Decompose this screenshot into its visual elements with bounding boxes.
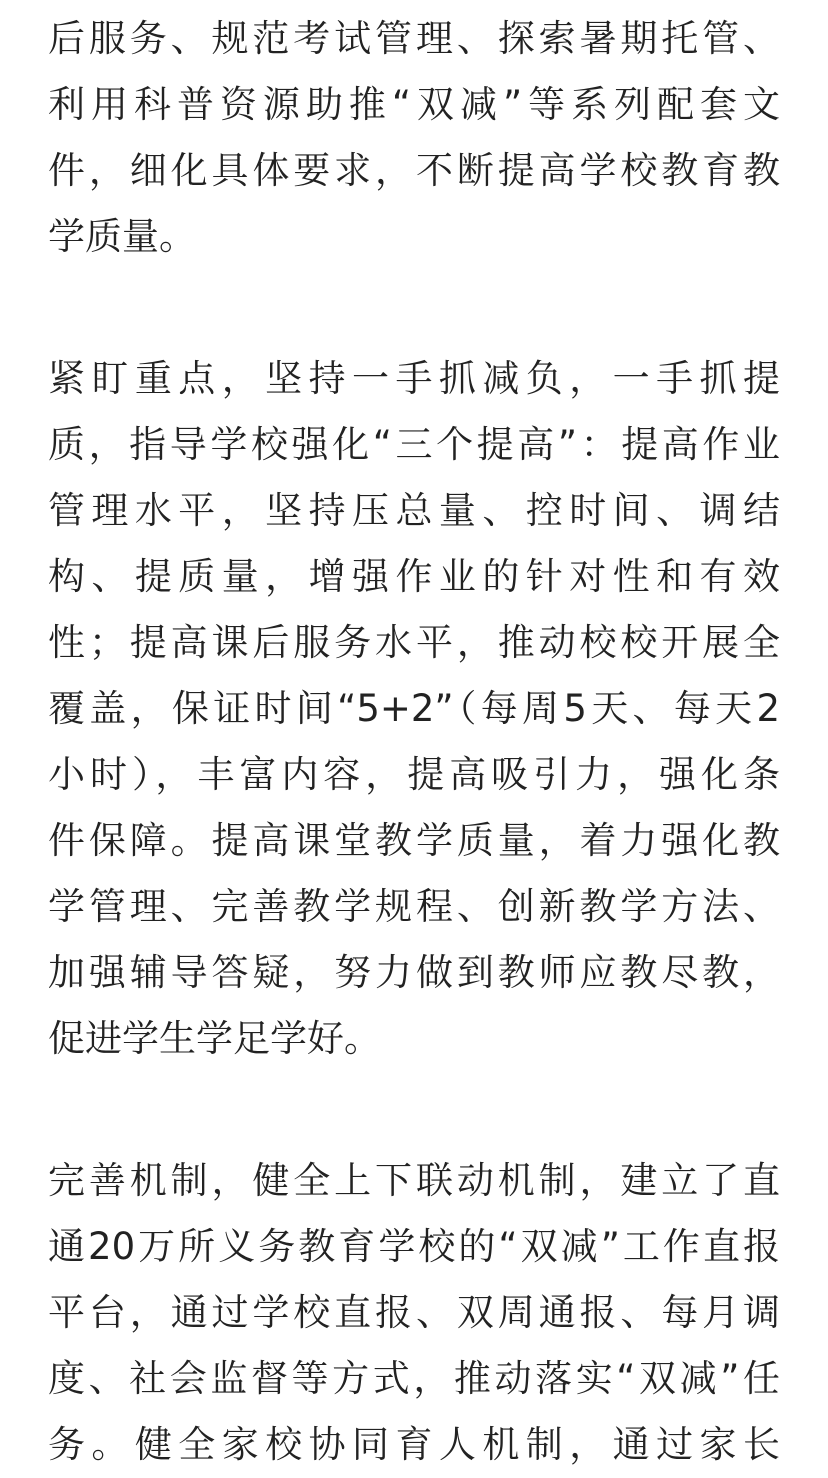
text-line: 学质量。 (48, 215, 196, 258)
text-line: 利用科普资源助推“双减”等系列配套文 (48, 83, 780, 126)
text-line: 度、社会监督等方式，推动落实“双减”任 (48, 1357, 780, 1400)
article-body (48, 6, 780, 1478)
text-line: 管理水平，坚持压总量、控时间、调结 (48, 489, 780, 532)
paragraph-spacer (48, 270, 780, 346)
text-line: 覆盖，保证时间“5+2”（每周5天、每天2 (48, 687, 780, 730)
paragraph-2 (48, 346, 780, 1072)
text-line: 件保障。提高课堂教学质量，着力强化教 (48, 819, 780, 862)
text-line: 促进学生学足学好。 (48, 1017, 381, 1060)
text-line: 性；提高课后服务水平，推动校校开展全 (48, 621, 780, 664)
paragraph-1 (48, 6, 780, 270)
text-line: 件，细化具体要求，不断提高学校教育教 (48, 149, 780, 192)
text-line: 紧盯重点，坚持一手抓减负，一手抓提 (48, 357, 780, 400)
text-line: 小时），丰富内容，提高吸引力，强化条 (48, 753, 780, 796)
text-line: 后服务、规范考试管理、探索暑期托管、 (48, 17, 780, 60)
text-line: 平台，通过学校直报、双周通报、每月调 (48, 1291, 780, 1334)
paragraph-3 (48, 1148, 780, 1478)
text-line: 务。健全家校协同育人机制，通过家长 (48, 1423, 780, 1466)
paragraph-spacer (48, 1072, 780, 1148)
text-line: 通20万所义务教育学校的“双减”工作直报 (48, 1225, 780, 1268)
text-line: 完善机制，健全上下联动机制，建立了直 (48, 1159, 780, 1202)
text-line: 学管理、完善教学规程、创新教学方法、 (48, 885, 780, 928)
text-line: 构、提质量，增强作业的针对性和有效 (48, 555, 780, 598)
text-line: 加强辅导答疑，努力做到教师应教尽教， (48, 951, 780, 994)
text-line: 质，指导学校强化“三个提高”：提高作业 (48, 423, 780, 466)
